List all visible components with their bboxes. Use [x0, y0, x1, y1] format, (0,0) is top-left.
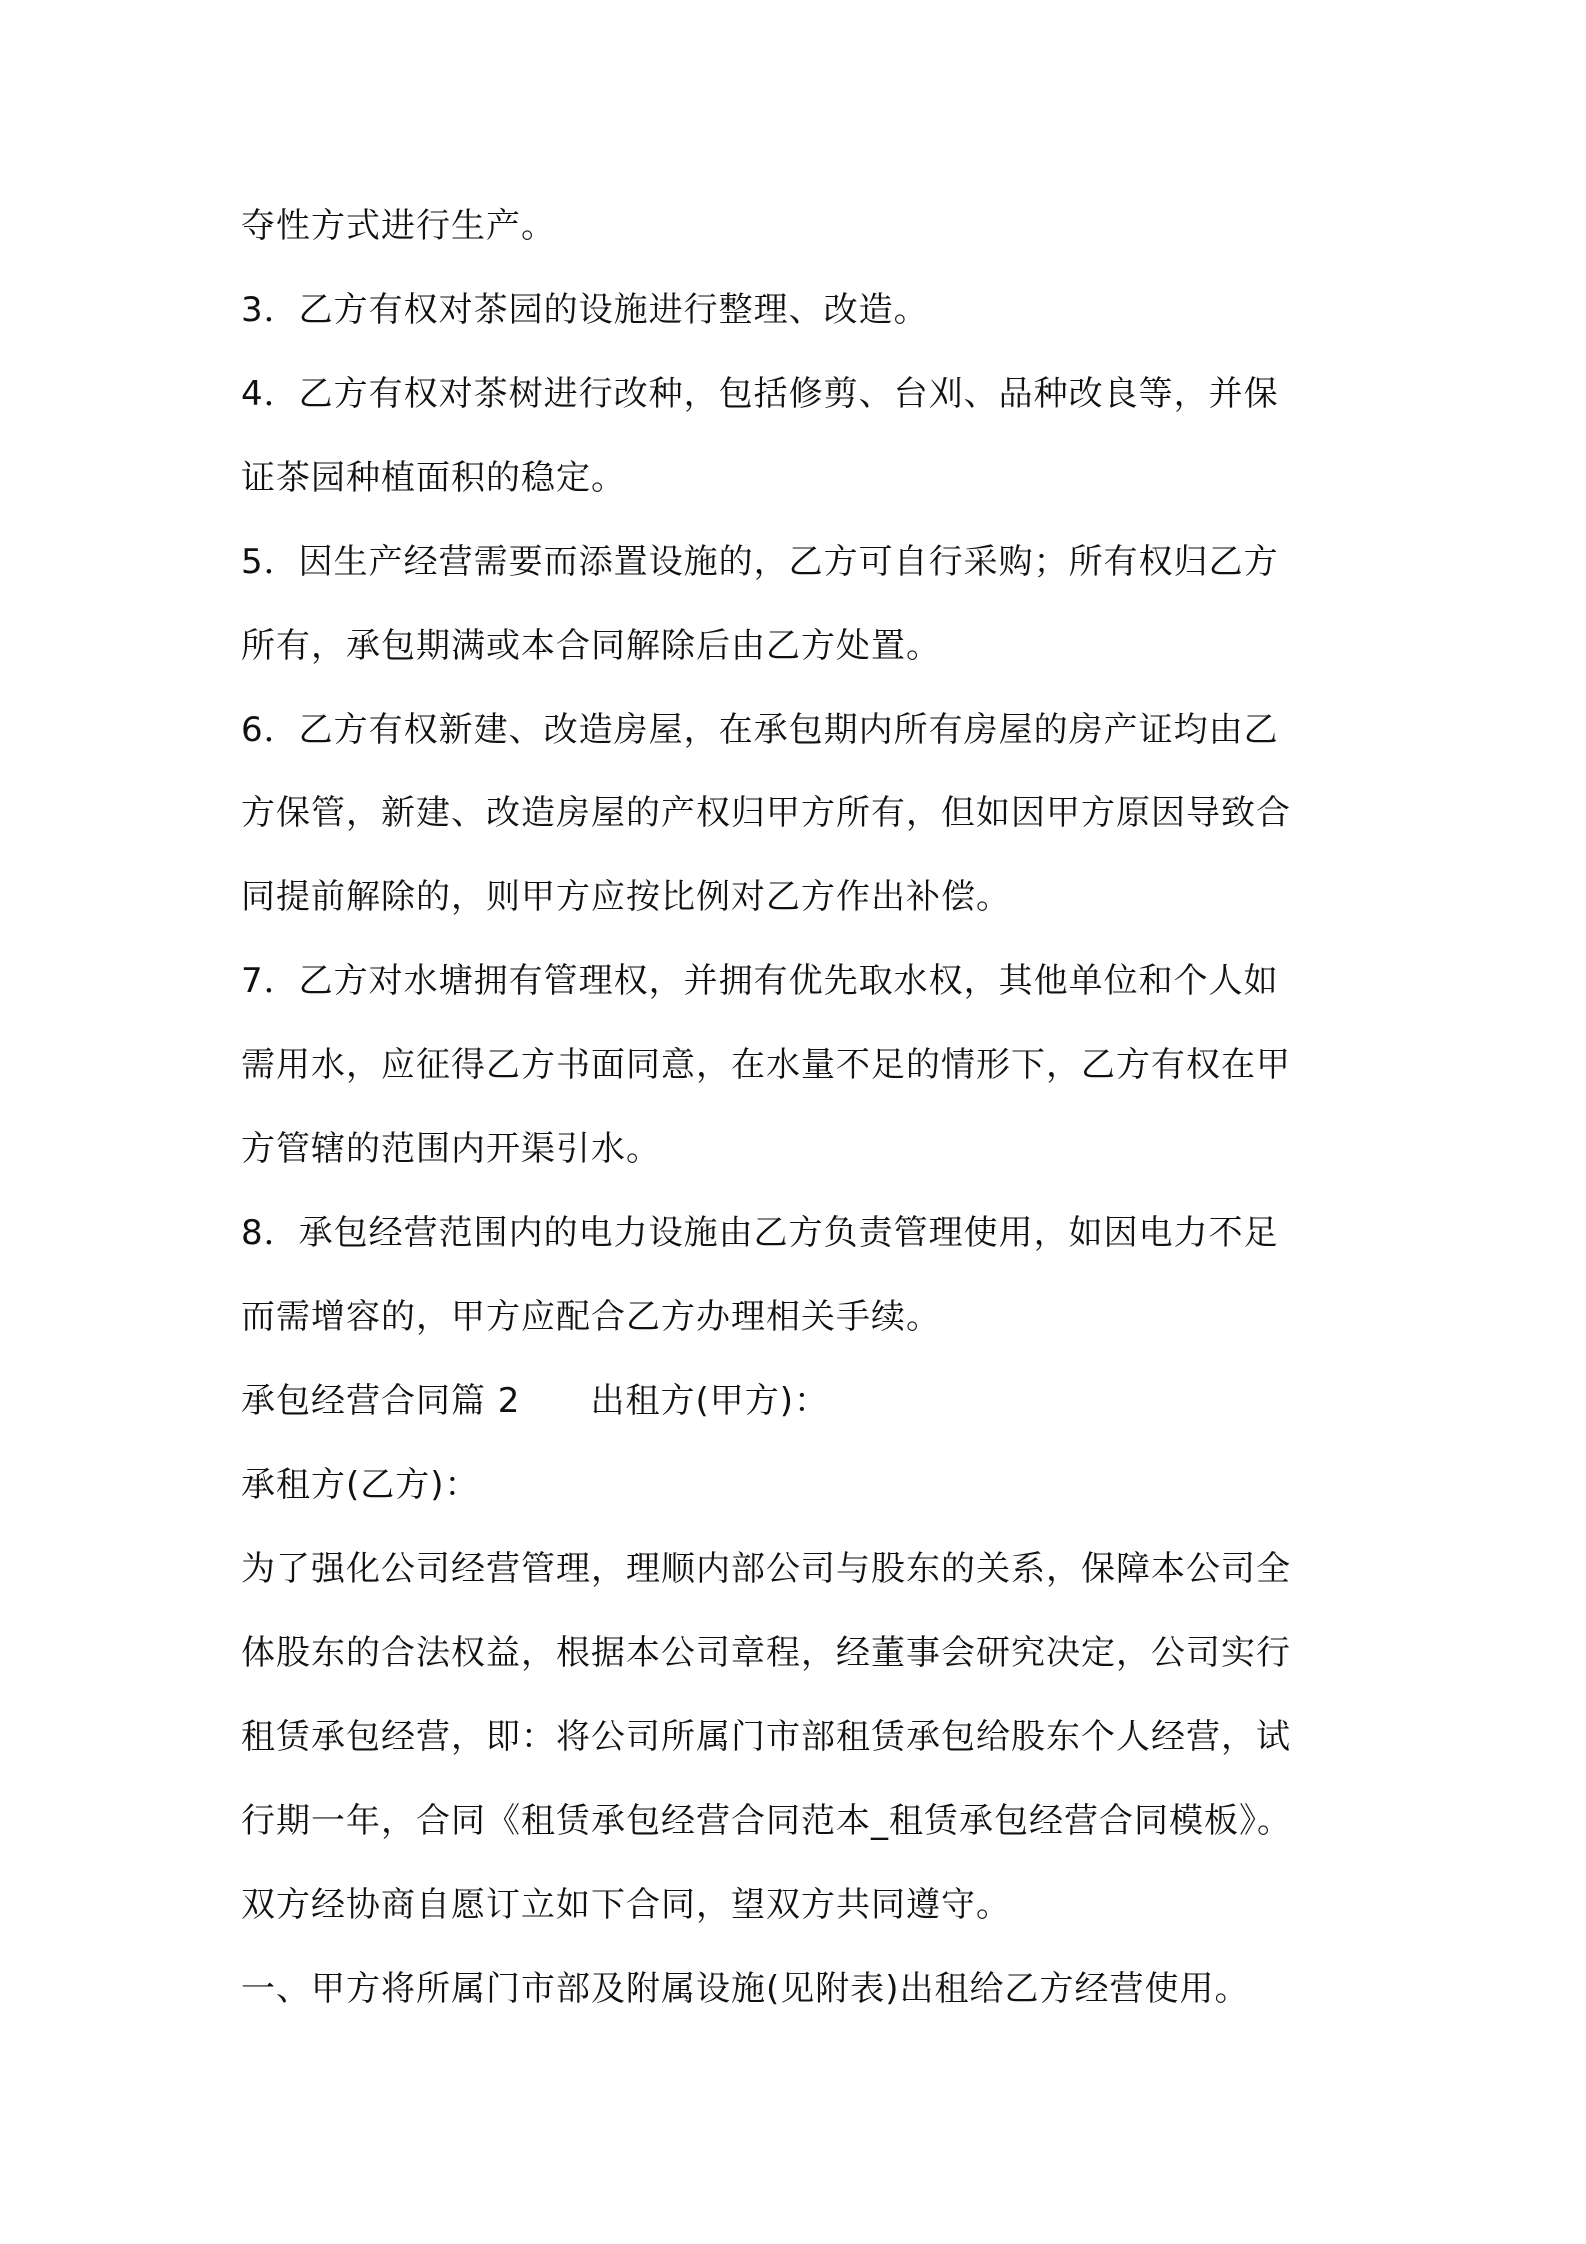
- text-line: 6．乙方有权新建、改造房屋，在承包期内所有房屋的房产证均由乙: [241, 710, 1279, 750]
- text-line: 证茶园种植面积的稳定。: [241, 458, 626, 498]
- text-line: 需用水，应征得乙方书面同意，在水量不足的情形下，乙方有权在甲: [241, 1045, 1291, 1085]
- text-line: 为了强化公司经营管理，理顺内部公司与股东的关系，保障本公司全: [241, 1549, 1291, 1589]
- text-line: 方保管，新建、改造房屋的产权归甲方所有，但如因甲方原因导致合: [241, 793, 1291, 833]
- text-line: 8．承包经营范围内的电力设施由乙方负责管理使用，如因电力不足: [241, 1213, 1279, 1253]
- text-line: 行期一年，合同《租赁承包经营合同范本_租赁承包经营合同模板》。: [241, 1801, 1292, 1841]
- text-line: 7．乙方对水塘拥有管理权，并拥有优先取水权，其他单位和个人如: [241, 961, 1279, 1001]
- text-line: 4．乙方有权对茶树进行改种，包括修剪、台刈、品种改良等，并保: [241, 374, 1279, 414]
- text-line: 同提前解除的，则甲方应按比例对乙方作出补偿。: [241, 877, 1011, 917]
- text-line: 所有，承包期满或本合同解除后由乙方处置。: [241, 626, 941, 666]
- text-line: 方管辖的范围内开渠引水。: [241, 1129, 661, 1169]
- text-line: 双方经协商自愿订立如下合同，望双方共同遵守。: [241, 1885, 1011, 1925]
- text-line: 承租方(乙方)：: [241, 1465, 480, 1505]
- section-heading: 承包经营合同篇 2 出租方(甲方)：: [241, 1381, 829, 1421]
- text-line: 夺性方式进行生产。: [241, 206, 556, 246]
- text-line: 3．乙方有权对茶园的设施进行整理、改造。: [241, 290, 929, 330]
- text-line: 5．因生产经营需要而添置设施的，乙方可自行采购；所有权归乙方: [241, 542, 1279, 582]
- text-line: 一、甲方将所属门市部及附属设施(见附表)出租给乙方经营使用。: [241, 1969, 1250, 2009]
- text-line: 体股东的合法权益，根据本公司章程，经董事会研究决定，公司实行: [241, 1633, 1291, 1673]
- text-line: 租赁承包经营，即：将公司所属门市部租赁承包给股东个人经营，试: [241, 1717, 1291, 1757]
- text-line: 而需增容的，甲方应配合乙方办理相关手续。: [241, 1297, 941, 1337]
